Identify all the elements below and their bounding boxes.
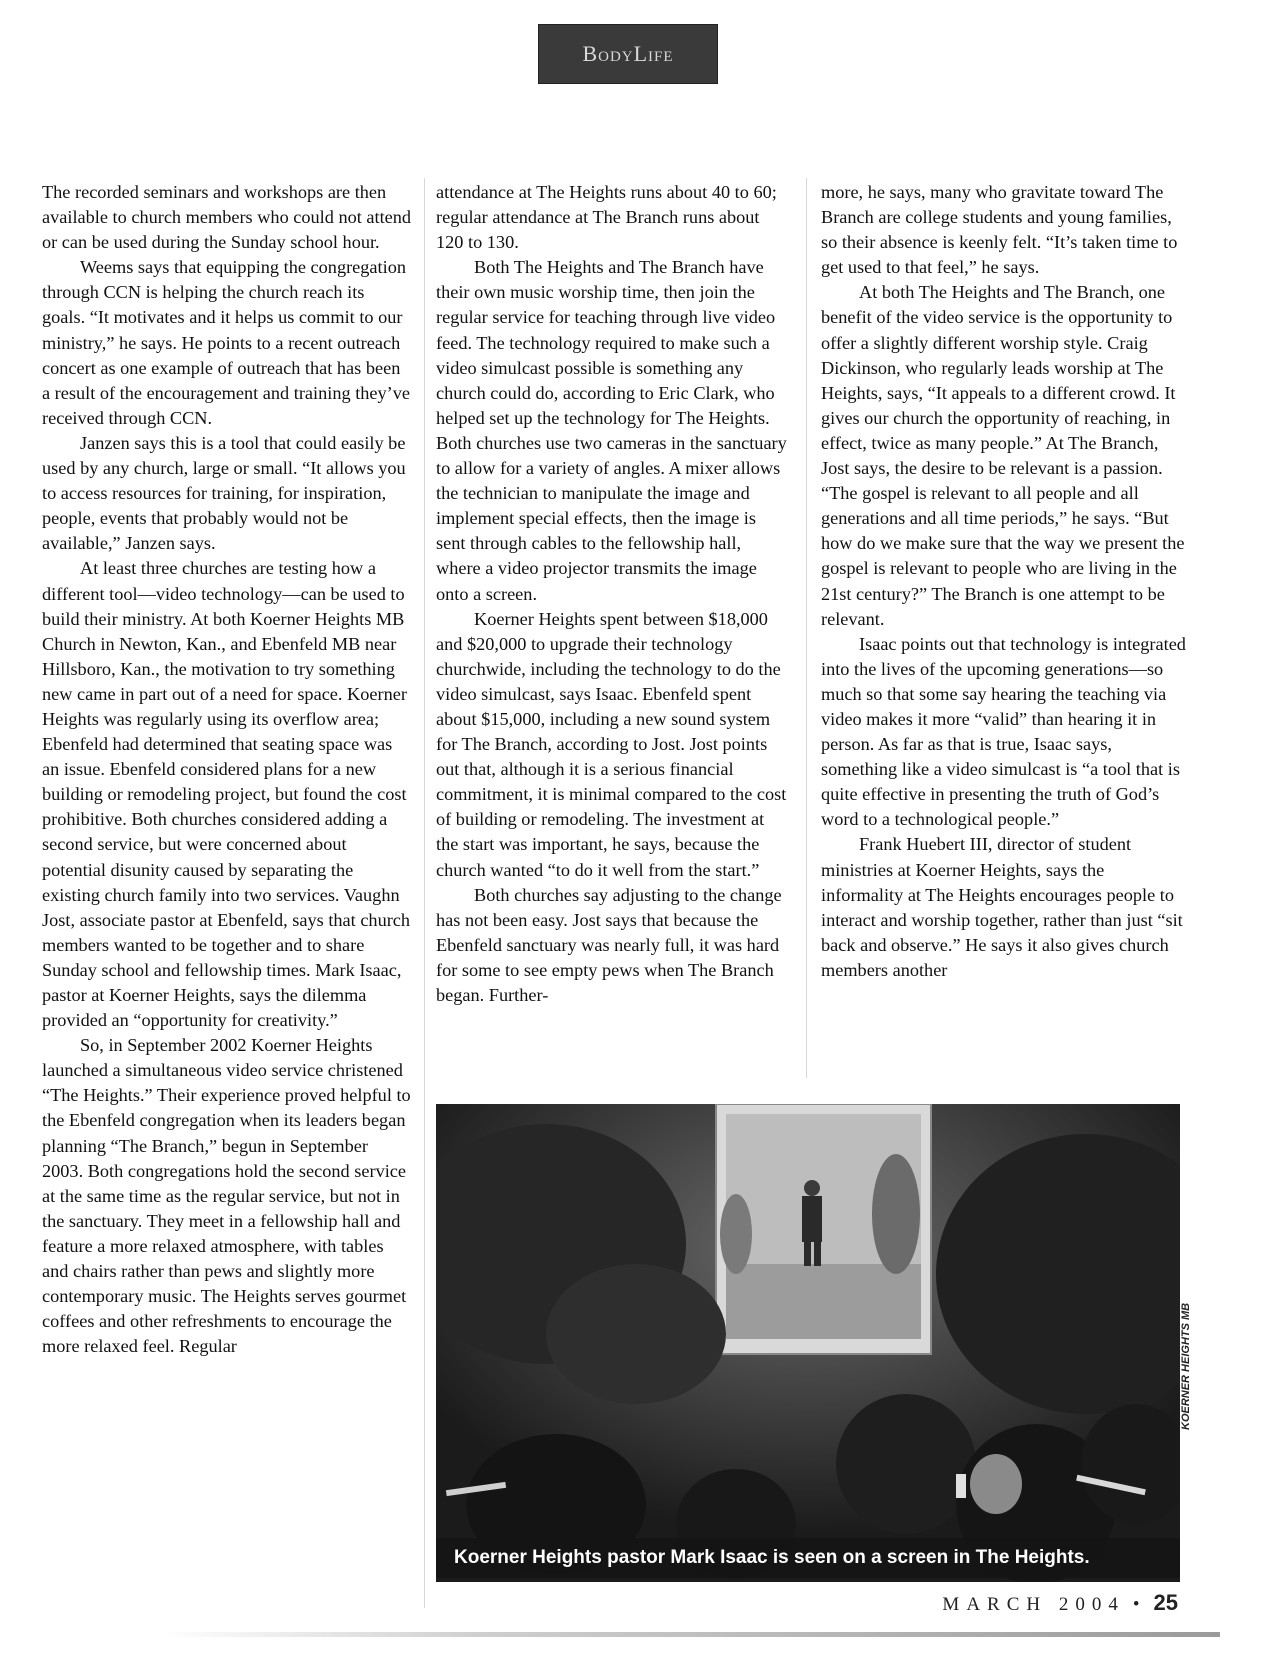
paragraph: Both The Heights and The Branch have their own music worship time, then join the regular service for teaching through live video feed. The technology required to make such a video simulcast possible is something any church could do, according to Eric Clark, who helped set up the technology for The Heights. Both churches use two cameras in the sanctuary to allow for a variety of angles. A mixer allows the technician to manipulate the image and implement special effects, then the image is sent through cables to the fellowship hall, where a video projector transmits the image onto a screen. — [436, 257, 787, 604]
paragraph: Both churches say adjusting to the change has not been easy. Jost says that because the Ebenfeld sanctuary was nearly full, it was hard for some to see empty pews when The Branch began. Further- — [436, 884, 782, 1005]
paragraph: The recorded seminars and workshops are then available to church members who could not attend or can be used during the Sunday school hour. — [42, 182, 412, 253]
column-divider — [424, 178, 425, 1608]
article-photo — [436, 1104, 1180, 1582]
paragraph: Koerner Heights spent between $18,000 and $20,000 to upgrade their technology churchwide, including the technology to do the video simulcast, says Isaac. Ebenfeld spent about $15,000, including a new sound system for The Branch, according to Jost. Jost points out that, although it is a serious financial commitment, it is minimal compared to the cost of building or remodeling. The investment at the start was important, he says, because the church wanted “to do it well from the start.” — [436, 608, 787, 880]
paragraph: At least three churches are testing how a different tool—video technology—can be used to build their ministry. At both Koerner Heights MB Church in Newton, Kan., and Ebenfeld MB near Hillsboro, Kan., the motivation to try something new came in part out of a need for space. Koerner Heights was regularly using its overflow area; Ebenfeld had determined that seating space was an issue. Ebenfeld considered plans for a new building or remodeling project, but found the cost prohibitive. Both churches considered adding a second service, but were concerned about potential disunity caused by separating the existing church family into two services. Vaughn Jost, associate pastor at Ebenfeld, says that church members wanted to be together and to share Sunday school and fellowship times. Mark Isaac, pastor at Koerner Heights, says the dilemma provided an “opportunity for creativity.” — [42, 558, 411, 1031]
photo-caption: Koerner Heights pastor Mark Isaac is seen on a screen in The Heights. — [436, 1538, 1180, 1578]
paragraph: Frank Huebert III, director of student ministries at Koerner Heights, says the informality at The Heights encourages people to interact and worship together, rather than just “sit back and observe.” He says it also gives church members another — [821, 834, 1183, 980]
section-banner — [538, 24, 718, 84]
article-column-1 — [42, 180, 412, 1359]
article-column-3 — [821, 180, 1191, 983]
photo-illustration — [436, 1104, 1180, 1582]
paragraph: So, in September 2002 Koerner Heights launched a simultaneous video service christened “The Heights.” Their experience proved helpful to the Ebenfeld congregation when its leaders began planning “The Branch,” begun in September 2003. Both congregations hold the second service at the same time as the regular service, but not in the sanctuary. They meet in a fellowship hall and feature a more relaxed atmosphere, with tables and chairs rather than pews and slightly more contemporary music. The Heights serves gourmet coffees and other refreshments to encourage the more relaxed feel. Regular — [42, 1035, 411, 1357]
paragraph: Isaac points out that technology is integrated into the lives of the upcoming generations—so much so that some say hearing the teaching via video makes it more “valid” than hearing it in person. As far as that is true, Isaac says, something like a video simulcast is “a tool that is quite effective in presenting the truth of God’s word to a technological people.” — [821, 633, 1186, 830]
footer-bullet: • — [1132, 1594, 1140, 1615]
page-footer — [942, 1590, 1178, 1616]
paragraph: Janzen says this is a tool that could easily be used by any church, large or small. “It allows you to access resources for training, for inspiration, people, events that probably would not be available,” Janzen says. — [42, 432, 406, 554]
article-column-2 — [436, 180, 788, 1008]
paragraph: At both The Heights and The Branch, one benefit of the video service is the opportunity to offer a slightly different worship style. Craig Dickinson, who regularly leads worship at The Heights, says, “It appeals to a different crowd. It gives our church the opportunity of reaching, in effect, twice as many people.” At The Branch, Jost says, the desire to be relevant is a passion. “The gospel is relevant to all people and all generations and all time periods,” he says. “But how do we make sure that the way we present the gospel is relevant to people who are living in the 21st century?” The Branch is one attempt to be relevant. — [821, 282, 1185, 629]
paragraph: Weems says that equipping the congregation through CCN is helping the church reach its goals. “It motivates and it helps us commit to our ministry,” he says. He points to a recent outreach concert as one example of outreach that has been a result of the encouragement and training they’ve received through CCN. — [42, 257, 411, 428]
paragraph: attendance at The Heights runs about 40 to 60; regular attendance at The Branch runs about 120 to 130. — [436, 182, 777, 253]
section-title: BodyLife — [582, 41, 674, 66]
photo-credit: KOERNER HEIGHTS MB — [1180, 1302, 1192, 1430]
column-divider — [806, 178, 807, 1078]
footer-rule — [160, 1632, 1220, 1637]
issue-date: MARCH 2004 — [942, 1594, 1125, 1615]
page-number: 25 — [1153, 1590, 1178, 1615]
paragraph: more, he says, many who gravitate toward The Branch are college students and young families, so their absence is keenly felt. “It’s taken time to get used to that feel,” he says. — [821, 182, 1178, 278]
